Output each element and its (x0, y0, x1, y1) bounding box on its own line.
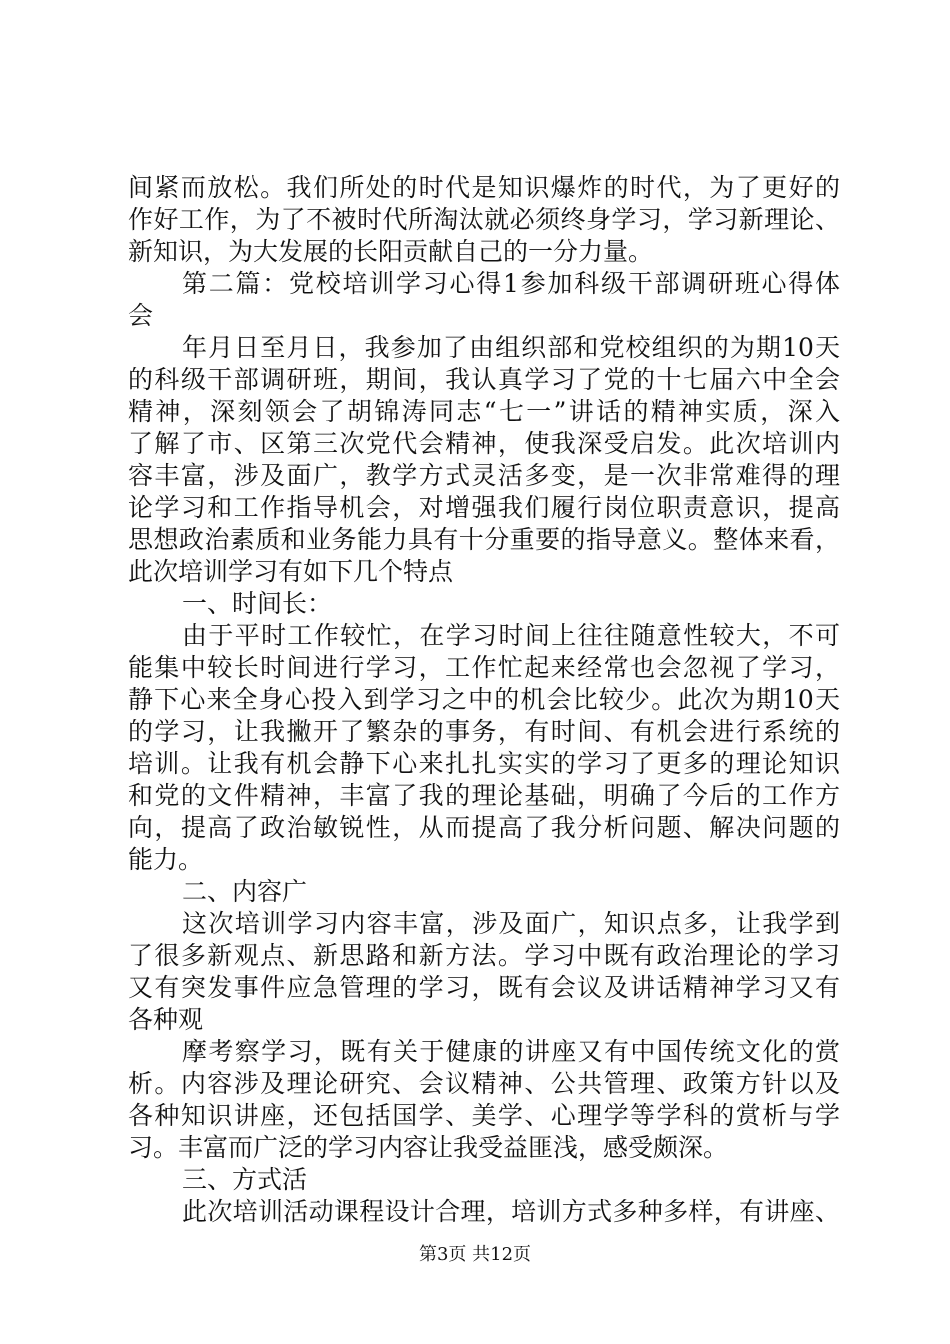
text-line: 能集中较长时间进行学习，工作忙起来经常也会忽视了学习， (128, 653, 840, 682)
text-line: 由于平时工作较忙，在学习时间上往往随意性较大，不可 (182, 621, 840, 650)
text-line: 这次培训学习内容丰富，涉及面广，知识点多，让我学到 (182, 909, 840, 938)
page-footer (0, 1243, 950, 1267)
text-line: 的学习，让我撇开了繁杂的事务，有时间、有机会进行系统的 (128, 717, 840, 746)
text-line: 此次培训学习有如下几个特点 (128, 557, 454, 586)
text-line: 间紧而放松。我们所处的时代是知识爆炸的时代，为了更好的 (128, 173, 840, 202)
text-line: 容丰富，涉及面广，教学方式灵活多变，是一次非常难得的理 (128, 461, 840, 490)
text-line: 一、时间长： (182, 589, 333, 618)
text-line: 三、方式活 (182, 1165, 308, 1194)
page-number: 第3页 共12页 (418, 1244, 532, 1265)
paragraph (128, 1036, 840, 1164)
text-line: 作好工作，为了不被时代所淘汰就必须终身学习，学习新理论、 (128, 205, 840, 234)
text-line: 思想政治素质和业务能力具有十分重要的指导意义。整体来看， (128, 525, 840, 554)
document-body (128, 172, 840, 1228)
paragraph (128, 268, 840, 332)
paragraph (128, 620, 840, 876)
text-line: 了解了市、区第三次党代会精神，使我深受启发。此次培训内 (128, 429, 840, 458)
paragraph (128, 172, 840, 268)
paragraph (128, 876, 840, 908)
text-line: 各种观 (128, 1005, 204, 1034)
paragraph (128, 1164, 840, 1196)
paragraph (128, 588, 840, 620)
text-line: 摩考察学习，既有关于健康的讲座又有中国传统文化的赏 (182, 1037, 840, 1066)
text-line: 习。丰富而广泛的学习内容让我受益匪浅，感受颇深。 (128, 1133, 729, 1162)
paragraph (128, 332, 840, 588)
text-line: 论学习和工作指导机会，对增强我们履行岗位职责意识，提高 (128, 493, 840, 522)
text-line: 二、内容广 (182, 877, 308, 906)
text-line: 能力。 (128, 845, 204, 874)
text-line: 又有突发事件应急管理的学习，既有会议及讲话精神学习又有 (128, 973, 840, 1002)
paragraph (128, 908, 840, 1036)
text-line: 和党的文件精神，丰富了我的理论基础，明确了今后的工作方 (128, 781, 840, 810)
text-line: 向，提高了政治敏锐性，从而提高了我分析问题、解决问题的 (128, 813, 840, 842)
text-line: 精神，深刻领会了胡锦涛同志“七一”讲话的精神实质，深入 (128, 397, 840, 426)
text-line: 静下心来全身心投入到学习之中的机会比较少。此次为期10天 (128, 685, 840, 714)
paragraph (128, 1196, 840, 1228)
text-line: 培训。让我有机会静下心来扎扎实实的学习了更多的理论知识 (128, 749, 840, 778)
text-line: 新知识，为大发展的长阳贡献自己的一分力量。 (128, 237, 654, 266)
text-line: 第二篇：党校培训学习心得1参加科级干部调研班心得体 (182, 269, 840, 298)
text-line: 析。内容涉及理论研究、会议精神、公共管理、政策方针以及 (128, 1069, 840, 1098)
text-line: 会 (128, 301, 154, 330)
text-line: 的科级干部调研班，期间，我认真学习了党的十七届六中全会 (128, 365, 840, 394)
text-line: 了很多新观点、新思路和新方法。学习中既有政治理论的学习 (128, 941, 840, 970)
text-line: 各种知识讲座，还包括国学、美学、心理学等学科的赏析与学 (128, 1101, 840, 1130)
text-line: 年月日至月日，我参加了由组织部和党校组织的为期10天 (182, 333, 840, 362)
text-line: 此次培训活动课程设计合理，培训方式多种多样，有讲座、 (182, 1197, 840, 1226)
